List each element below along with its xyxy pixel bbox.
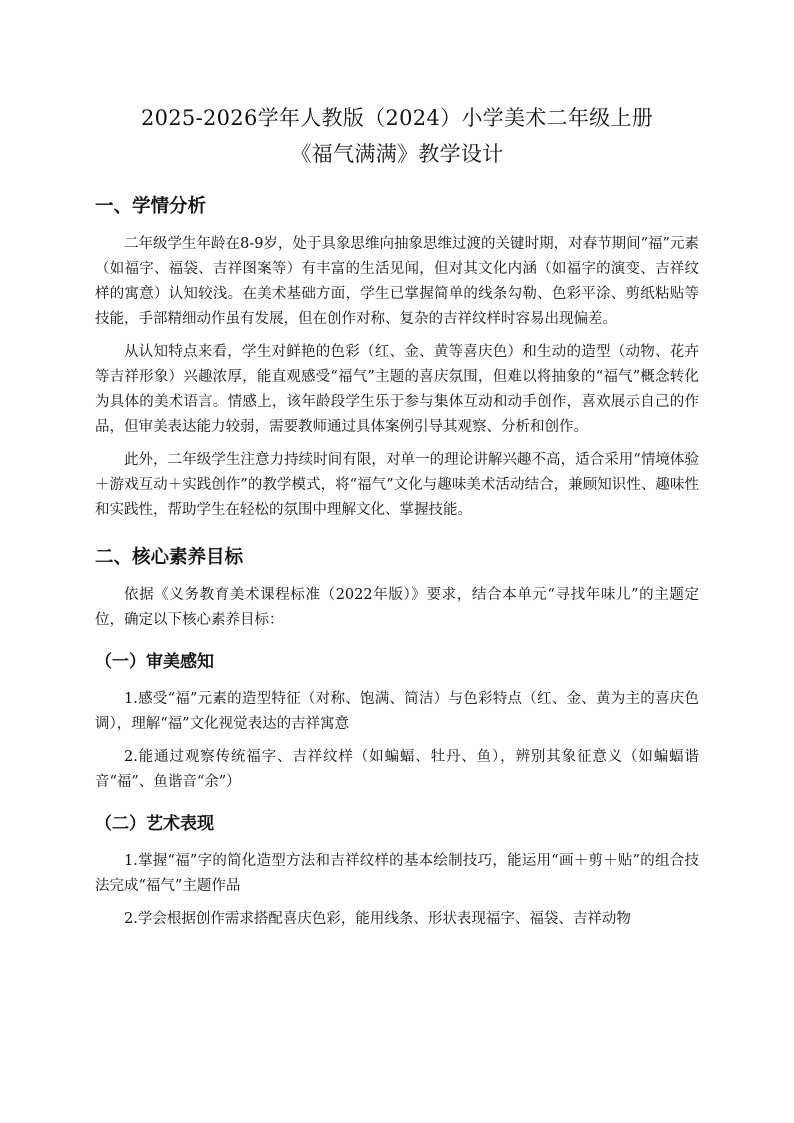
section-heading-core-literacy-goals: 二、核心素养目标 (95, 547, 244, 568)
subsection-heading-aesthetic-perception: （一）审美感知 (95, 652, 214, 672)
paragraph: 依据《义务教育美术课程标准（2022年版）》要求，结合本单元“寻找年味儿”的主题定位，确定以下核心素养目标： (95, 587, 699, 628)
list-item: 1.掌握“福”字的简化造型方法和吉祥纹样的基本绘制技巧，能运用“画＋剪＋贴”的组合技法完成“福气”主题作品 (95, 853, 699, 894)
list-item: 2.学会根据创作需求搭配喜庆色彩，能用线条、形状表现福字、福袋、吉祥动物 (124, 911, 631, 927)
paragraph: 二年级学生年龄在8-9岁，处于具象思维向抽象思维过渡的关键时期，对春节期间“福”元素（如福字、福袋、吉祥图案等）有丰富的生活见闻，但对其文化内涵（如福字的演变、吉祥纹样的寓意）认知较浅。在美术基础方面，学生已掌握简单的线条勾勒、色彩平涂、剪纸粘贴等技能，手部精细动作虽有发展，但在创作对称、复杂的吉祥纹样时容易出现偏差。 (95, 236, 699, 327)
section-heading-learner-analysis: 一、学情分析 (95, 196, 207, 217)
document-title-line-1: 2025-2026学年人教版（2024）小学美术二年级上册 (140, 106, 654, 130)
document-title-line-2: 《福气满满》教学设计 (290, 142, 504, 166)
list-item: 1.感受“福”元素的造型特征（对称、饱满、简洁）与色彩特点（红、金、黄为主的喜庆色调），理解“福”文化视觉表达的吉祥寓意 (95, 691, 699, 732)
paragraph: 从认知特点来看，学生对鲜艳的色彩（红、金、黄等喜庆色）和生动的造型（动物、花卉等吉祥形象）兴趣浓厚，能直观感受“福气”主题的喜庆氛围，但难以将抽象的“福气”概念转化为具体的美术语言。情感上，该年龄段学生乐于参与集体互动和动手创作，喜欢展示自己的作品，但审美表达能力较弱，需要教师通过具体案例引导其观察、分析和创作。 (95, 344, 699, 435)
paragraph: 此外，二年级学生注意力持续时间有限，对单一的理论讲解兴趣不高，适合采用“情境体验＋游戏互动＋实践创作”的教学模式，将“福气”文化与趣味美术活动结合，兼顾知识性、趣味性和实践性，帮助学生在轻松的氛围中理解文化、掌握技能。 (95, 452, 699, 518)
subsection-heading-artistic-expression: （二）艺术表现 (95, 814, 214, 834)
list-item: 2.能通过观察传统福字、吉祥纹样（如蝙蝠、牡丹、鱼），辨别其象征意义（如蝙蝠谐音“福”、鱼谐音“余”） (95, 749, 699, 790)
document-page (95, 100, 699, 932)
